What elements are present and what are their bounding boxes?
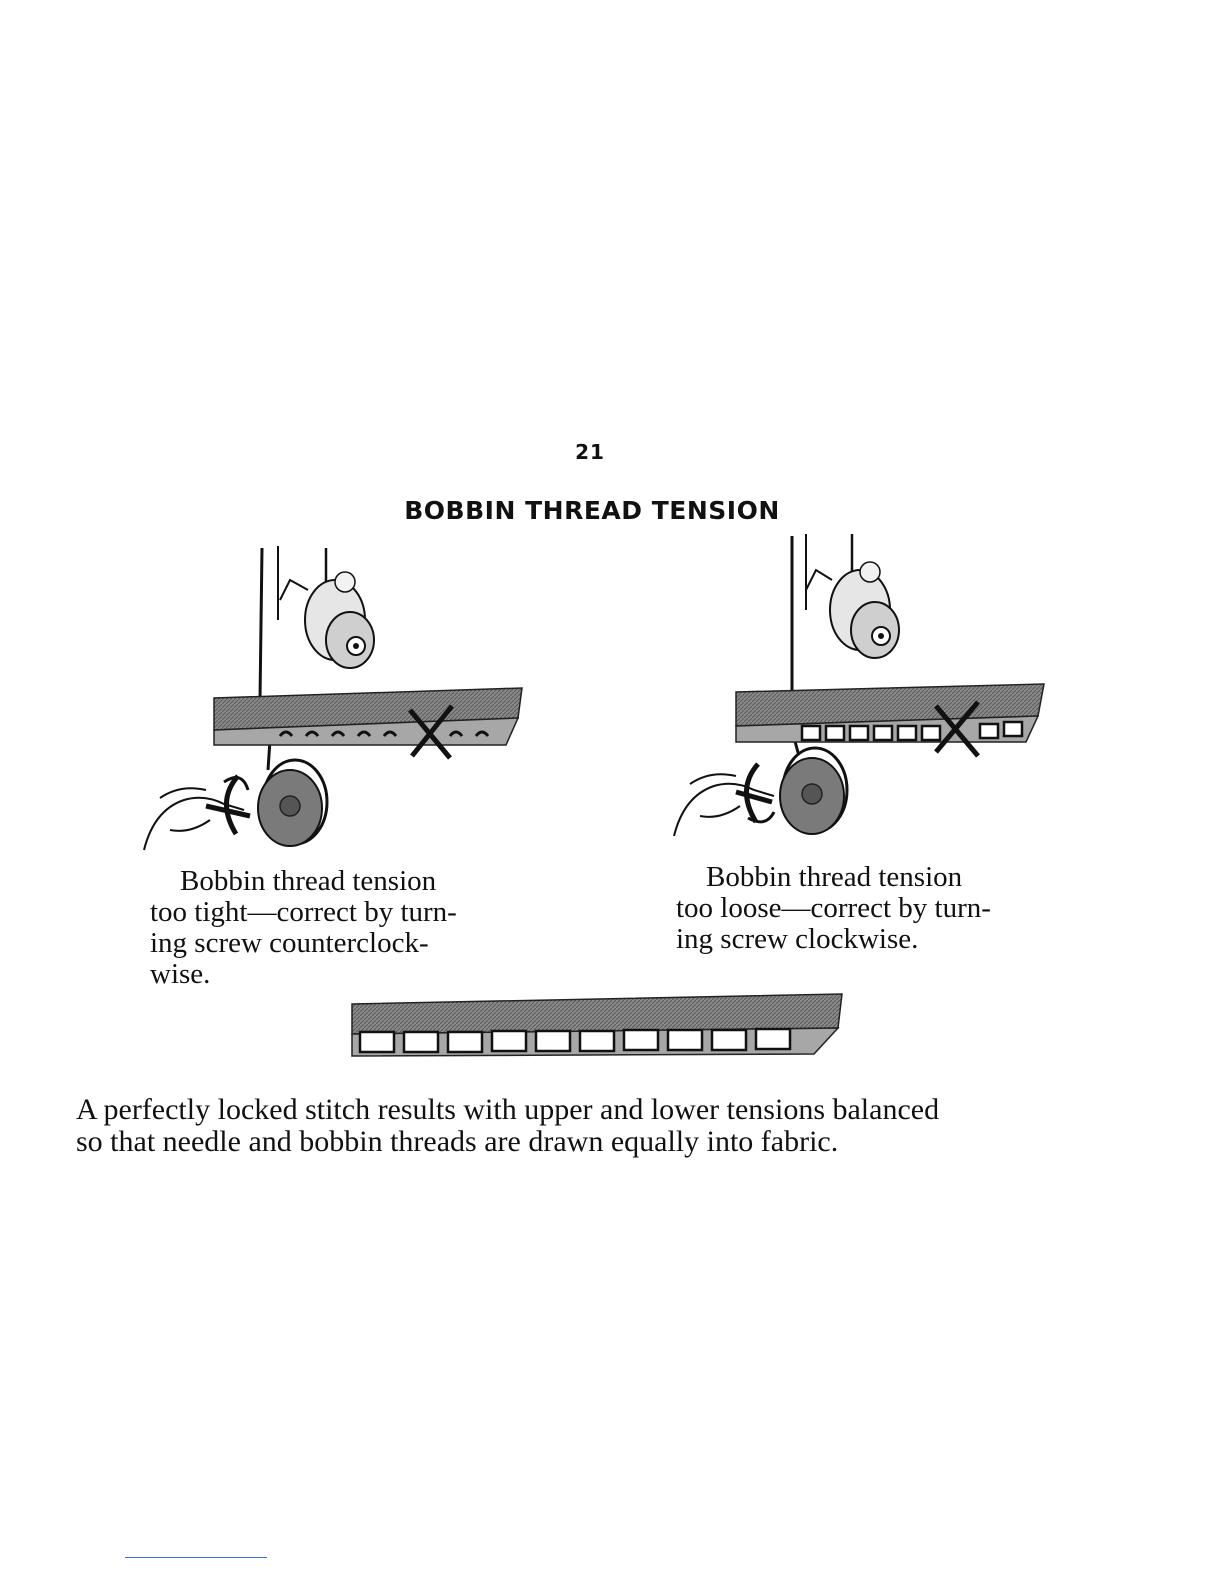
caption-line: wise.: [150, 958, 211, 990]
fabric-strip-icon: [736, 684, 1044, 742]
page-number: 21: [575, 440, 605, 464]
tension-assembly-icon: [280, 572, 374, 668]
bobbin-case-icon: [746, 748, 847, 834]
tension-assembly-icon: [806, 562, 899, 658]
hand-with-screwdriver-icon: [144, 788, 250, 850]
page-title: BOBBIN THREAD TENSION: [404, 496, 780, 525]
caption-line: Bobbin thread tension: [180, 865, 437, 897]
caption-line: Bobbin thread tension: [706, 861, 963, 893]
bobbin-case-icon: [224, 760, 327, 846]
too-tight-caption: [150, 866, 510, 990]
fabric-strip-icon: [214, 688, 522, 745]
hand-with-screwdriver-icon: [674, 774, 774, 836]
caption-line: ing screw clockwise.: [676, 923, 919, 955]
summary-paragraph: [76, 1094, 1116, 1158]
summary-line: so that needle and bobbin threads are drawn equally into fabric.: [76, 1125, 839, 1158]
too-tight-illustration: [130, 540, 540, 860]
balanced-stitch-illustration: [344, 988, 854, 1068]
too-loose-caption: [676, 862, 1038, 955]
caption-line: too loose—correct by turn-: [676, 892, 991, 924]
footer-rule: [125, 1557, 267, 1558]
summary-line: A perfectly locked stitch results with upper and lower tensions balanced: [76, 1093, 940, 1126]
caption-line: ing screw counterclock-: [150, 927, 429, 959]
caption-line: too tight—correct by turn-: [150, 896, 457, 928]
too-loose-illustration: [660, 530, 1060, 850]
